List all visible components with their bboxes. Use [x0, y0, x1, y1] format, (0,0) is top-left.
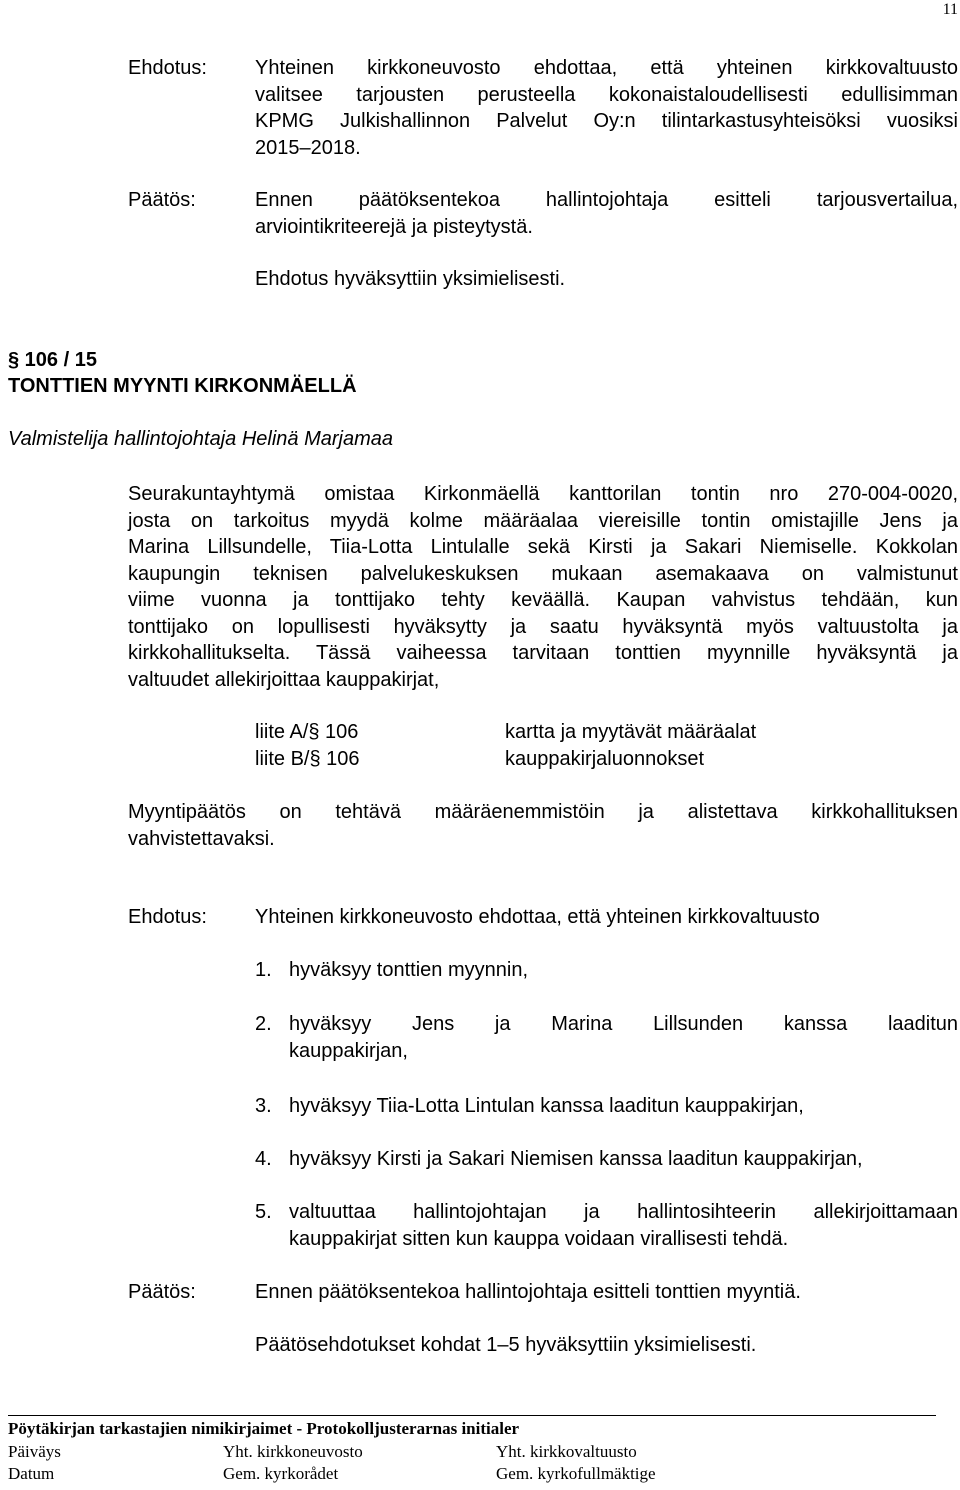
body-line: viime vuonna ja tonttijako tehty keväällä. Kaupan vahvistus tehdään, kun: [128, 589, 958, 611]
footer-council-sv: Gem. kyrkorådet: [223, 1464, 339, 1483]
footer-date-fi: Päiväys: [8, 1442, 61, 1461]
item-number: 1.: [255, 959, 272, 981]
body-line: josta on tarkoitus myydä kolme määräalaa viereisille tontin omistajille Jens ja: [128, 509, 958, 532]
proposal-line: valitsee tarjousten perusteella kokonaistaloudellisesti edullisimman: [255, 83, 958, 106]
footer-date-sv: Datum: [8, 1464, 55, 1483]
body-line: Seurakuntayhtymä omistaa Kirkonmäellä kanttorilan tontin nro 270-004-0020,: [128, 483, 958, 505]
footer-council-fi: Yht. kirkkoneuvosto: [223, 1442, 363, 1461]
body-line: Marina Lillsundelle, Tiia-Lotta Lintulalle sekä Kirsti ja Sakari Niemiselle. Kokkolan: [128, 536, 958, 558]
section-number: § 106 / 15: [8, 349, 97, 371]
body-line: tonttijako on lopullisesti hyväksytty ja saatu hyväksyntä myös valtuustolta ja: [128, 615, 958, 638]
item-number: 3.: [255, 1095, 272, 1117]
body-line: valtuudet allekirjoittaa kauppakirjat,: [128, 668, 440, 691]
item-text: hyväksyy tonttien myynnin,: [289, 959, 528, 981]
item-text: hyväksyy Kirsti ja Sakari Niemisen kanssa laaditun kauppakirjan,: [289, 1148, 863, 1170]
item-number: 5.: [255, 1201, 272, 1223]
attachment-id: liite B/§ 106: [255, 747, 360, 770]
accepted-statement: Ehdotus hyväksyttiin yksimielisesti.: [255, 268, 566, 290]
item-text: hyväksyy Jens ja Marina Lillsunden kanssa laaditun: [289, 1013, 958, 1035]
proposal-label: Ehdotus:: [128, 906, 207, 928]
decision-label: Päätös:: [128, 1281, 196, 1303]
footer-assembly-sv: Gem. kyrkofullmäktige: [496, 1464, 656, 1483]
proposal-intro: Yhteinen kirkkoneuvosto ehdottaa, että yhteinen kirkkovaltuusto: [255, 906, 820, 928]
body-line: kirkkohallitukselta. Tässä vaiheessa tarvitaan tonttien myynnille hyväksyntä ja: [128, 642, 958, 664]
item-text: kauppakirjat sitten kun kauppa voidaan virallisesti tehdä.: [289, 1227, 789, 1250]
decision-line: arviointikriteerejä ja pisteytystä.: [255, 215, 533, 238]
proposal-line: KPMG Julkishallinnon Palvelut Oy:n tilintarkastusyhteisöksi vuosiksi: [255, 110, 958, 132]
note-line: vahvistettavaksi.: [128, 827, 275, 850]
page-number: 11: [942, 1, 958, 18]
proposal-line: 2015–2018.: [255, 136, 361, 159]
preparer: Valmistelija hallintojohtaja Helinä Marjamaa: [8, 428, 393, 450]
item-text: valtuuttaa hallintojohtajan ja hallintosihteerin allekirjoittamaan: [289, 1201, 958, 1223]
item-number: 2.: [255, 1013, 272, 1035]
decision-text: Ennen päätöksentekoa hallintojohtaja esitteli tonttien myyntiä.: [255, 1281, 801, 1303]
decision-label: Päätös:: [128, 189, 196, 211]
note-line: Myyntipäätös on tehtävä määräenemmistöin ja alistettava kirkkohallituksen: [128, 801, 958, 823]
attachment-desc: kartta ja myytävät määräalat: [505, 721, 757, 743]
decision-line: Ennen päätöksentekoa hallintojohtaja esitteli tarjousvertailua,: [255, 189, 958, 211]
item-text: kauppakirjan,: [289, 1039, 408, 1062]
attachment-desc: kauppakirjaluonnokset: [505, 747, 705, 770]
footer-divider: [8, 1415, 936, 1416]
section-title: TONTTIEN MYYNTI KIRKONMÄELLÄ: [8, 375, 357, 397]
proposal-label: Ehdotus:: [128, 57, 207, 79]
accepted-statement: Päätösehdotukset kohdat 1–5 hyväksyttiin yksimielisesti.: [255, 1334, 757, 1356]
attachment-id: liite A/§ 106: [255, 721, 359, 743]
item-number: 4.: [255, 1148, 272, 1170]
footer-title: Pöytäkirjan tarkastajien nimikirjaimet - Protokolljusterarnas initialer: [8, 1419, 520, 1438]
item-text: hyväksyy Tiia-Lotta Lintulan kanssa laaditun kauppakirjan,: [289, 1095, 804, 1117]
body-line: kaupungin teknisen palvelukeskuksen mukaan asemakaava on valmistunut: [128, 562, 958, 585]
footer-assembly-fi: Yht. kirkkovaltuusto: [496, 1442, 637, 1461]
proposal-line: Yhteinen kirkkoneuvosto ehdottaa, että yhteinen kirkkovaltuusto: [255, 57, 958, 79]
